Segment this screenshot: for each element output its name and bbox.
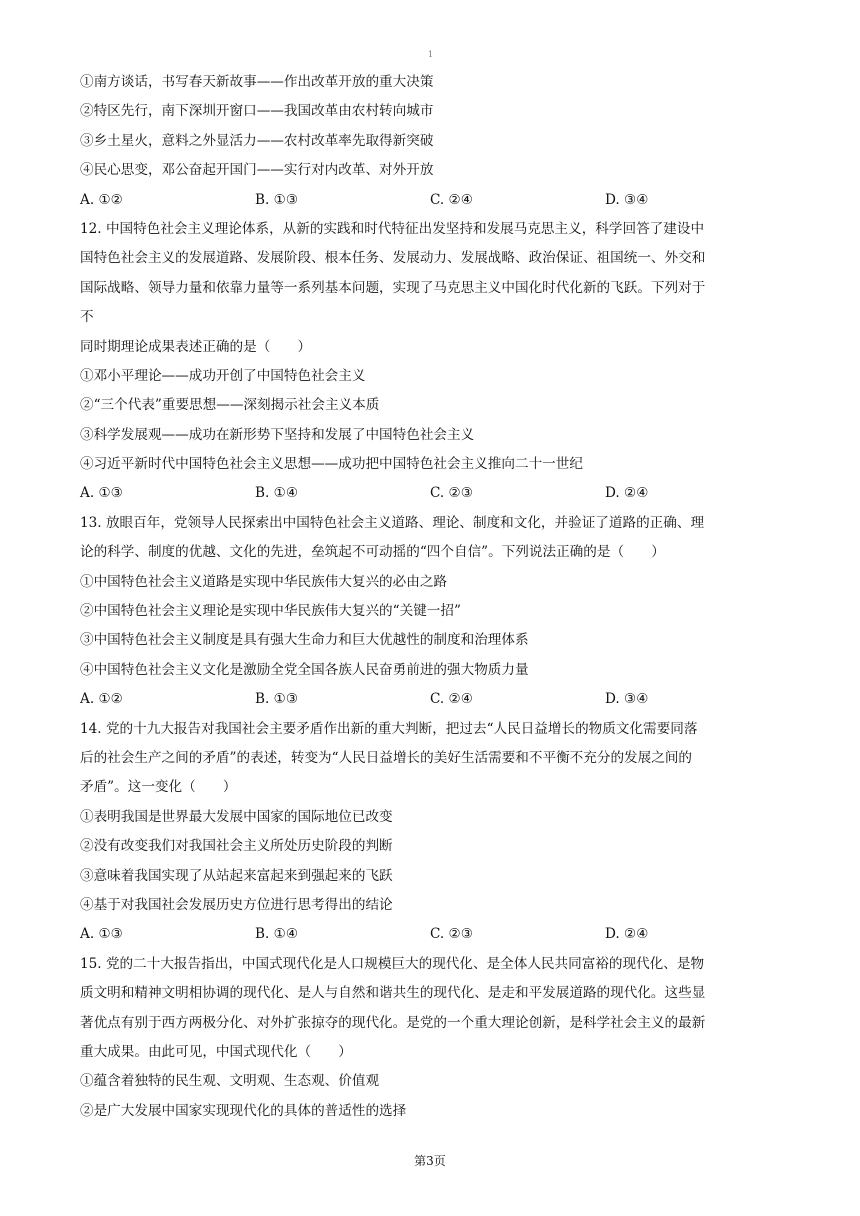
option-a: A. ①②	[80, 691, 123, 708]
choice-item: ②没有改变我们对我国社会主义所处历史阶段的判断	[80, 838, 393, 855]
question-text: 13. 放眼百年，党领导人民探索出中国特色社会主义道路、理论、制度和文化，并验证了道路的正确、理	[80, 514, 705, 531]
question-15	[80, 950, 780, 1126]
question-text: 12. 中国特色社会主义理论体系，从新的实践和时代特征出发坚持和发展马克思主义，科学回答了建设中	[80, 220, 705, 237]
question-11-continued	[80, 68, 780, 215]
option-a: A. ①③	[80, 485, 123, 502]
answer-options	[80, 685, 780, 714]
option-c: C. ②③	[430, 926, 473, 943]
question-12	[80, 215, 780, 509]
header-mark: 1	[428, 50, 434, 59]
question-14	[80, 715, 780, 950]
choice-item: ③中国特色社会主义制度是具有强大生命力和巨大优越性的制度和治理体系	[80, 632, 529, 649]
option-a: A. ①②	[80, 191, 123, 208]
option-b: B. ①④	[255, 485, 299, 502]
question-text: 15. 党的二十大报告指出，中国式现代化是人口规模巨大的现代化、是全体人民共同富裕的现代化、是物	[80, 955, 705, 972]
choice-item: ④中国特色社会主义文化是激励全党全国各族人民奋勇前进的强大物质力量	[80, 661, 529, 678]
question-text: 著优点有别于西方两极分化、对外扩张掠夺的现代化。是党的一个重大理论创新，是科学社会主义的最新	[80, 1014, 706, 1031]
choice-item: ①南方谈话，书写春天新故事——作出改革开放的重大决策	[80, 74, 434, 90]
choice-item: ②特区先行，南下深圳开窗口——我国改革由农村转向城市	[80, 103, 434, 120]
question-text: 后的社会生产之间的矛盾”的表述，转变为“人民日益增长的美好生活需要和不平衡不充分的发展之间的	[80, 749, 693, 766]
answer-options	[80, 920, 780, 949]
option-d: D. ②④	[605, 485, 649, 502]
answer-options	[80, 479, 780, 508]
choice-item: ④习近平新时代中国特色社会主义思想——成功把中国特色社会主义推向二十一世纪	[80, 456, 583, 473]
question-text: 国特色社会主义的发展道路、发展阶段、根本任务、发展动力、发展战略、政治保证、祖国统一、外交和	[80, 250, 706, 267]
question-text: 14. 党的十九大报告对我国社会主要矛盾作出新的重大判断，把过去“人民日益增长的物质文化需要同落	[80, 720, 698, 737]
option-a: A. ①③	[80, 926, 123, 943]
choice-item: ①表明我国是世界最大发展中国家的国际地位已改变	[80, 808, 393, 825]
answer-options	[80, 186, 780, 215]
option-c: C. ②④	[430, 191, 473, 208]
choice-item: ④基于对我国社会发展历史方位进行思考得出的结论	[80, 896, 393, 913]
document-body	[80, 68, 780, 1126]
question-text: 质文明和精神文明相协调的现代化、是人与自然和谐共生的现代化、是走和平发展道路的现代化。这些显	[80, 985, 706, 1002]
question-text: 同时期理论成果表述正确的是（ ）	[80, 338, 312, 355]
option-c: C. ②④	[430, 691, 473, 708]
question-text: 重大成果。由此可见，中国式现代化（ ）	[80, 1043, 352, 1060]
choice-item: ③科学发展观——成功在新形势下坚持和发展了中国特色社会主义	[80, 426, 475, 443]
option-c: C. ②③	[430, 485, 473, 502]
choice-item: ③乡土星火，意料之外显活力——农村改革率先取得新突破	[80, 132, 434, 149]
choice-item: ①邓小平理论——成功开创了中国特色社会主义	[80, 367, 366, 384]
question-text: 国际战略、领导力量和依靠力量等一系列基本问题，实现了马克思主义中国化时代化新的飞跃。下列对于	[80, 279, 706, 296]
option-d: D. ③④	[605, 191, 649, 208]
option-b: B. ①③	[255, 691, 299, 708]
choice-item: ②是广大发展中国家实现现代化的具体的普适性的选择	[80, 1102, 407, 1119]
option-b: B. ①③	[255, 191, 299, 208]
question-text: 论的科学、制度的优越、文化的先进，垒筑起不可动摇的“四个自信”。下列说法正确的是（ ）	[80, 544, 665, 561]
option-d: D. ②④	[605, 926, 649, 943]
choice-item: ①中国特色社会主义道路是实现中华民族伟大复兴的必由之路	[80, 573, 448, 590]
choice-item: ④民心思变，邓公奋起开国门——实行对内改革、对外开放	[80, 162, 434, 179]
question-text: 矛盾”。这一变化（ ）	[80, 779, 237, 796]
option-b: B. ①④	[255, 926, 299, 943]
option-d: D. ③④	[605, 691, 649, 708]
question-text: 不	[80, 309, 94, 326]
choice-item: ③意味着我国实现了从站起来富起来到强起来的飞跃	[80, 867, 393, 884]
choice-item: ①蕴含着独特的民生观、文明观、生态观、价值观	[80, 1073, 380, 1090]
question-13	[80, 509, 780, 715]
page-number: 第3页	[414, 1154, 446, 1168]
choice-item: ②中国特色社会主义理论是实现中华民族伟大复兴的“关键一招”	[80, 603, 461, 620]
choice-item: ②“三个代表”重要思想——深刻揭示社会主义本质	[80, 397, 380, 414]
